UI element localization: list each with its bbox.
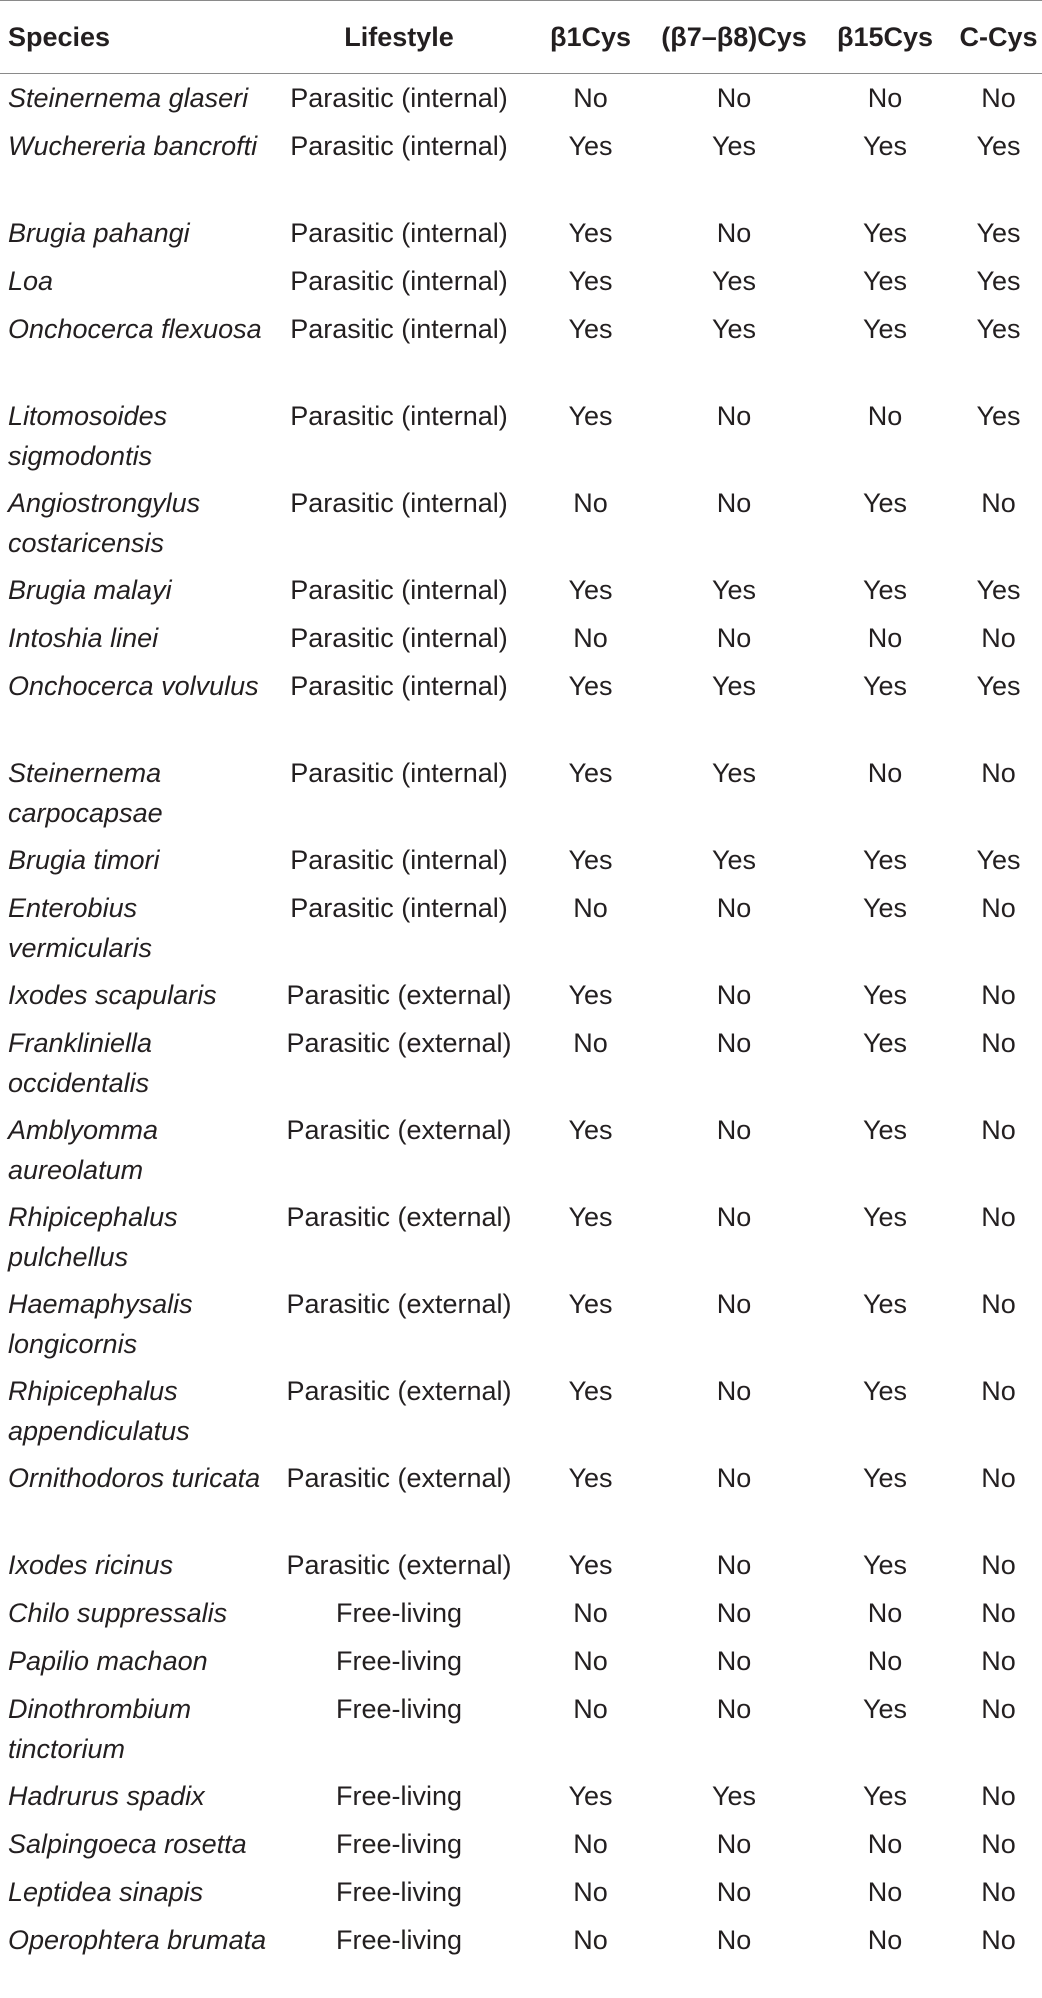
cell-species: Steinernema glaseri — [8, 83, 249, 113]
table-row — [0, 122, 1042, 209]
table-row — [0, 1541, 1042, 1589]
cell-lifestyle: Free-living — [335, 1780, 463, 1811]
header-b15cys: β15Cys — [836, 22, 934, 52]
table-row — [0, 1454, 1042, 1541]
table-row — [0, 1772, 1042, 1820]
cell-b15cys: Yes — [862, 844, 908, 875]
table-row — [0, 662, 1042, 749]
cell-b78cys: No — [716, 1876, 752, 1907]
cell-b78cys: No — [716, 1597, 752, 1628]
cell-b1cys: No — [573, 622, 608, 653]
cell-lifestyle: Parasitic (internal) — [290, 844, 508, 875]
cell-b78cys: No — [716, 1549, 752, 1580]
cell-b78cys: No — [716, 487, 752, 518]
cell-b15cys: Yes — [862, 130, 908, 161]
table-row — [0, 1916, 1042, 1998]
cell-b78cys: No — [716, 400, 752, 431]
table-row — [0, 749, 1042, 836]
cell-ccys: No — [981, 1114, 1016, 1145]
table-row — [0, 305, 1042, 392]
cell-b78cys: No — [716, 1645, 752, 1676]
cell-b1cys: Yes — [568, 1288, 613, 1319]
cell-ccys: No — [981, 757, 1016, 788]
cell-b15cys: Yes — [862, 1462, 908, 1493]
header-species: Species — [8, 22, 111, 52]
cell-b15cys: No — [867, 1597, 903, 1628]
cell-b78cys: No — [716, 1114, 752, 1145]
cell-ccys: Yes — [976, 313, 1021, 344]
cell-b78cys: Yes — [711, 844, 757, 875]
cell-lifestyle: Parasitic (external) — [286, 979, 512, 1010]
cell-ccys: Yes — [976, 574, 1021, 605]
header-row — [0, 1, 1042, 74]
cell-species: Wuchereria bancrofti — [8, 130, 258, 161]
cell-b1cys: Yes — [568, 1114, 613, 1145]
table-row — [0, 257, 1042, 305]
cell-lifestyle: Parasitic (external) — [286, 1288, 512, 1319]
table-row — [0, 971, 1042, 1019]
cell-b1cys: Yes — [568, 670, 613, 701]
cell-b1cys: Yes — [568, 400, 613, 431]
cell-b1cys: Yes — [568, 313, 613, 344]
cell-lifestyle: Free-living — [335, 1597, 463, 1628]
cell-b1cys: Yes — [568, 574, 613, 605]
cell-b1cys: No — [573, 1597, 608, 1628]
cell-b78cys: Yes — [711, 1780, 757, 1811]
cell-species: Salpingoeca rosetta — [8, 1828, 247, 1859]
table-row — [0, 1193, 1042, 1280]
cell-b15cys: Yes — [862, 670, 908, 701]
cell-ccys: No — [981, 1645, 1016, 1676]
cell-b1cys: No — [573, 892, 608, 923]
cell-lifestyle: Parasitic (internal) — [290, 130, 508, 161]
cell-lifestyle: Parasitic (internal) — [290, 670, 508, 701]
cell-species: Haemaphysalis longicornis — [8, 1288, 193, 1359]
table-row — [0, 1685, 1042, 1772]
cell-b78cys: Yes — [711, 265, 757, 296]
header-b1cys: β1Cys — [549, 22, 632, 52]
cell-b78cys: No — [716, 217, 752, 248]
cell-ccys: Yes — [976, 217, 1021, 248]
table-row — [0, 1106, 1042, 1193]
cell-ccys: No — [981, 83, 1016, 113]
table-row — [0, 836, 1042, 884]
cell-b78cys: No — [716, 1693, 752, 1724]
cell-b15cys: No — [867, 1924, 903, 1955]
cell-ccys: No — [981, 979, 1016, 1010]
cell-b1cys: Yes — [568, 979, 613, 1010]
table-row — [0, 1637, 1042, 1685]
cell-b78cys: No — [716, 892, 752, 923]
cell-b1cys: No — [573, 83, 608, 113]
cell-b1cys: Yes — [568, 1375, 613, 1406]
cell-lifestyle: Parasitic (internal) — [290, 313, 508, 344]
cell-b15cys: Yes — [862, 574, 908, 605]
cell-ccys: No — [981, 1693, 1016, 1724]
cell-species: Papilio machaon — [8, 1645, 208, 1676]
table-header — [0, 1, 1042, 74]
cell-ccys: No — [981, 1201, 1016, 1232]
cell-b1cys: Yes — [568, 1549, 613, 1580]
cell-lifestyle: Free-living — [335, 1645, 463, 1676]
cell-b78cys: No — [716, 1828, 752, 1859]
cell-ccys: Yes — [976, 130, 1021, 161]
cell-b15cys: Yes — [862, 1027, 908, 1058]
cell-b78cys: Yes — [711, 757, 757, 788]
cell-b1cys: No — [573, 1876, 608, 1907]
cell-lifestyle: Free-living — [335, 1693, 463, 1724]
cell-ccys: No — [981, 892, 1016, 923]
cell-b15cys: Yes — [862, 1375, 908, 1406]
cell-lifestyle: Parasitic (external) — [286, 1114, 512, 1145]
table-body — [0, 74, 1042, 1998]
cell-species: Intoshia linei — [8, 622, 159, 653]
cell-b1cys: No — [573, 1027, 608, 1058]
cell-species: Frankliniella occidentalis — [8, 1027, 153, 1098]
cell-b1cys: Yes — [568, 1462, 613, 1493]
cell-ccys: No — [981, 1462, 1016, 1493]
cell-b15cys: Yes — [862, 265, 908, 296]
cell-lifestyle: Free-living — [335, 1924, 463, 1955]
cell-lifestyle: Parasitic (internal) — [290, 265, 508, 296]
cell-species: Chilo suppressalis — [8, 1597, 228, 1628]
cell-ccys: No — [981, 1828, 1016, 1859]
cell-b1cys: Yes — [568, 1201, 613, 1232]
cell-lifestyle: Free-living — [335, 1828, 463, 1859]
cell-lifestyle: Parasitic (internal) — [290, 892, 508, 923]
cell-lifestyle: Parasitic (internal) — [290, 574, 508, 605]
cell-lifestyle: Parasitic (external) — [286, 1201, 512, 1232]
cell-b15cys: No — [867, 757, 903, 788]
cell-ccys: Yes — [976, 844, 1021, 875]
table-row — [0, 1589, 1042, 1637]
table-row — [0, 1868, 1042, 1916]
cell-b15cys: Yes — [862, 217, 908, 248]
cell-b15cys: No — [867, 83, 903, 113]
cell-species: Enterobius vermicularis — [8, 892, 153, 963]
cell-b1cys: Yes — [568, 757, 613, 788]
cell-species: Hadrurus spadix — [8, 1780, 205, 1811]
table-row — [0, 209, 1042, 257]
cell-ccys: No — [981, 1780, 1016, 1811]
cell-b15cys: Yes — [862, 1549, 908, 1580]
cell-b15cys: No — [867, 1828, 903, 1859]
cell-lifestyle: Parasitic (internal) — [290, 622, 508, 653]
cell-lifestyle: Parasitic (internal) — [290, 757, 508, 788]
cell-lifestyle: Parasitic (external) — [286, 1549, 512, 1580]
cell-lifestyle: Parasitic (external) — [286, 1375, 512, 1406]
cell-b78cys: No — [716, 1027, 752, 1058]
cell-lifestyle: Parasitic (internal) — [290, 83, 508, 113]
cell-ccys: No — [981, 1288, 1016, 1319]
cell-species: Dinothrombium tinctorium — [8, 1693, 192, 1764]
cell-b15cys: No — [867, 400, 903, 431]
cell-b1cys: Yes — [568, 217, 613, 248]
cell-species: Brugia timori — [8, 844, 160, 875]
cell-b78cys: No — [716, 1924, 752, 1955]
cell-species: Brugia pahangi — [8, 217, 190, 248]
cell-species: Rhipicephalus appendiculatus — [8, 1375, 190, 1446]
cell-b78cys: No — [716, 622, 752, 653]
cell-species: Onchocerca volvulus — [8, 670, 259, 701]
cell-b1cys: No — [573, 1828, 608, 1859]
cell-b1cys: Yes — [568, 844, 613, 875]
table-row — [0, 1019, 1042, 1106]
cell-lifestyle: Parasitic (internal) — [290, 217, 508, 248]
cell-species: Ornithodoros turicata — [8, 1462, 261, 1493]
cell-species: Steinernema carpocapsae — [8, 757, 163, 828]
cell-ccys: No — [981, 1597, 1016, 1628]
cell-lifestyle: Parasitic (internal) — [290, 487, 508, 518]
cell-b1cys: Yes — [568, 1780, 613, 1811]
cell-species: Ixodes scapularis — [8, 979, 217, 1010]
cell-b15cys: Yes — [862, 1114, 908, 1145]
cell-species: Amblyomma aureolatum — [8, 1114, 159, 1185]
cell-b1cys: No — [573, 1693, 608, 1724]
cell-b15cys: No — [867, 1645, 903, 1676]
cell-b1cys: Yes — [568, 130, 613, 161]
cell-b78cys: Yes — [711, 574, 757, 605]
cell-ccys: No — [981, 622, 1016, 653]
cell-b15cys: Yes — [862, 1780, 908, 1811]
header-lifestyle: Lifestyle — [344, 22, 454, 52]
cell-b1cys: No — [573, 1645, 608, 1676]
table-row — [0, 614, 1042, 662]
cell-species: Leptidea sinapis — [8, 1876, 204, 1907]
cell-ccys: Yes — [976, 400, 1021, 431]
cell-ccys: No — [981, 487, 1016, 518]
cell-b78cys: Yes — [711, 670, 757, 701]
cell-species: Ixodes ricinus — [8, 1549, 174, 1580]
cell-species: Brugia malayi — [8, 574, 172, 605]
cell-b15cys: No — [867, 1876, 903, 1907]
cell-b1cys: No — [573, 487, 608, 518]
cell-b78cys: Yes — [711, 313, 757, 344]
cell-b1cys: No — [573, 1924, 608, 1955]
header-ccys: C-Cys — [959, 22, 1038, 52]
cell-b78cys: No — [716, 1375, 752, 1406]
cell-ccys: Yes — [976, 670, 1021, 701]
cell-lifestyle: Parasitic (external) — [286, 1462, 512, 1493]
cell-b15cys: Yes — [862, 892, 908, 923]
cell-b15cys: No — [867, 622, 903, 653]
cell-b78cys: No — [716, 1288, 752, 1319]
cell-ccys: No — [981, 1549, 1016, 1580]
cell-b15cys: Yes — [862, 487, 908, 518]
table-row — [0, 1367, 1042, 1454]
cell-species: Litomosoides sigmodontis — [8, 400, 168, 471]
cell-b1cys: Yes — [568, 265, 613, 296]
cell-species: Angiostrongylus costaricensis — [8, 487, 201, 558]
cell-lifestyle: Free-living — [335, 1876, 463, 1907]
cell-b78cys: No — [716, 1462, 752, 1493]
cell-b78cys: No — [716, 1201, 752, 1232]
cell-ccys: Yes — [976, 265, 1021, 296]
cell-species: Rhipicephalus pulchellus — [8, 1201, 178, 1272]
cell-species: Operophtera brumata — [8, 1924, 267, 1955]
table-row — [0, 479, 1042, 566]
cell-b15cys: Yes — [862, 1201, 908, 1232]
cell-b78cys: No — [716, 83, 752, 113]
cell-ccys: No — [981, 1027, 1016, 1058]
cell-b15cys: Yes — [862, 1288, 908, 1319]
table-row — [0, 566, 1042, 614]
cell-ccys: No — [981, 1375, 1016, 1406]
cell-lifestyle: Parasitic (external) — [286, 1027, 512, 1058]
header-b78cys: (β7–β8)Cys — [661, 22, 807, 52]
table-row — [0, 1820, 1042, 1868]
table-row — [0, 884, 1042, 971]
cell-species: Onchocerca flexuosa — [8, 313, 262, 344]
cell-lifestyle: Parasitic (internal) — [290, 400, 508, 431]
table-row — [0, 392, 1042, 479]
cell-species: Loa — [8, 265, 54, 296]
cell-b15cys: Yes — [862, 313, 908, 344]
cell-b78cys: No — [716, 979, 752, 1010]
table-row — [0, 1280, 1042, 1367]
cell-ccys: No — [981, 1924, 1016, 1955]
cell-b15cys: Yes — [862, 979, 908, 1010]
cell-b78cys: Yes — [711, 130, 757, 161]
table-row — [0, 74, 1042, 122]
cell-b15cys: Yes — [862, 1693, 908, 1724]
cell-ccys: No — [981, 1876, 1016, 1907]
